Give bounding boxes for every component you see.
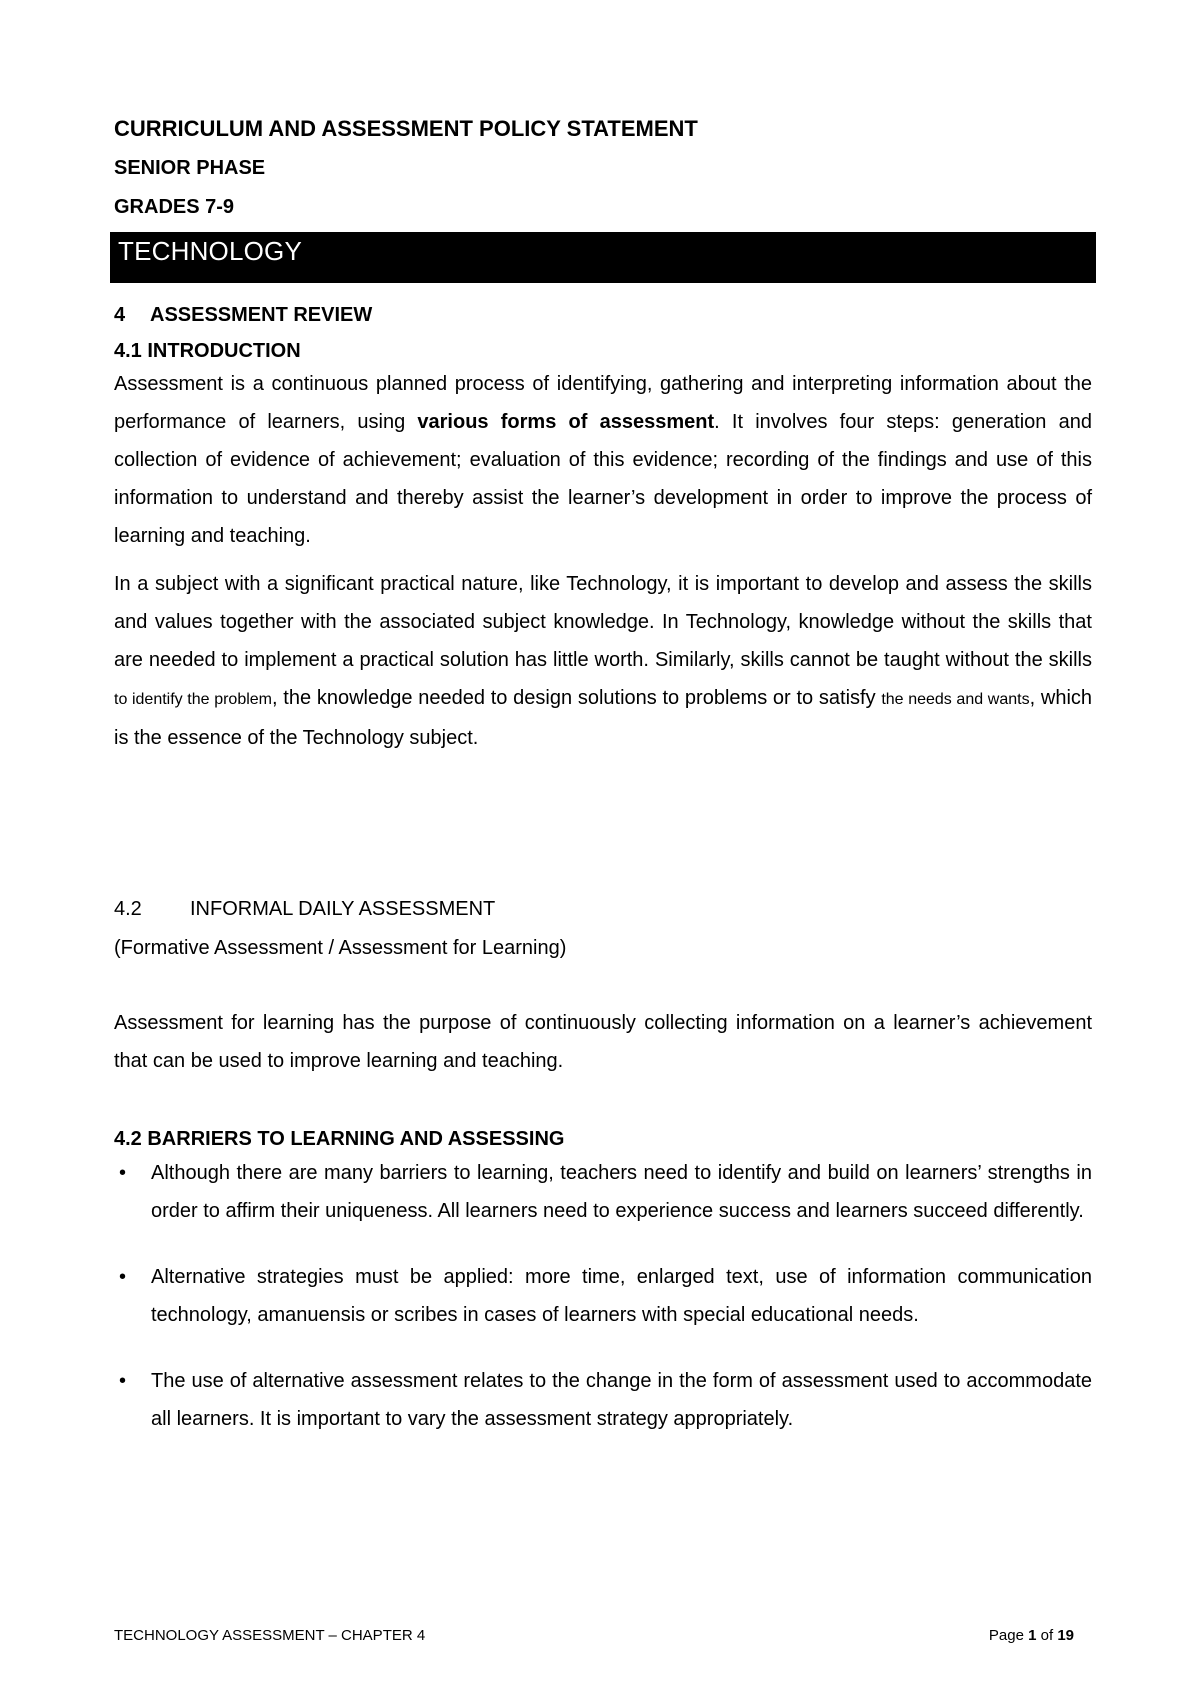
list-item-text: Although there are many barriers to learning, teachers need to identify and build on learners’ strengths in order to affirm their uniqueness. All learners need to experience success and learners succeed differently. (151, 1162, 1092, 1222)
bullet-icon: • (119, 1370, 127, 1392)
document-title: CURRICULUM AND ASSESSMENT POLICY STATEMENT (114, 116, 698, 141)
intro-para-1-text-b: . It involves four steps: generation and collection of evidence of achievement; evaluation of this evidence; recording of the findings and use of this information to understand and thereby assist the learner’s development in order to improve the process of learning and teaching. (114, 411, 1093, 547)
section-4-2-number: 4.2 (114, 898, 142, 920)
list-item (114, 1362, 1092, 1438)
list-item-text: The use of alternative assessment relates to the change in the form of assessment used to accommodate all learners. It is important to vary the assessment strategy appropriately. (151, 1370, 1092, 1430)
page-number (989, 1627, 1074, 1644)
informal-assessment-paragraph: Assessment for learning has the purpose of continuously collecting information on a learner’s achievement that can be used to improve learning and teaching. (114, 1012, 1092, 1072)
document-phase: SENIOR PHASE (114, 157, 266, 179)
intro-para-1-bold: various forms of assessment (417, 411, 715, 433)
intro-para-2-small-b: the needs and wants (881, 691, 1030, 708)
list-item-text: Alternative strategies must be applied: more time, enlarged text, use of information communication technology, amanuensis or scribes in cases of learners with special educational needs. (151, 1266, 1092, 1326)
section-4-2-barriers-heading: 4.2 BARRIERS TO LEARNING AND ASSESSING (114, 1128, 565, 1150)
intro-paragraph-2 (114, 565, 1092, 757)
subject-title: TECHNOLOGY (118, 236, 303, 266)
intro-para-2-small-a: to identify the problem (114, 691, 272, 708)
section-4-2-informal-heading (114, 898, 495, 921)
bullet-icon: • (119, 1162, 127, 1184)
subject-banner (110, 232, 1096, 283)
page-number-total: 19 (1057, 1627, 1074, 1644)
document-grades: GRADES 7-9 (114, 196, 235, 218)
list-item (114, 1154, 1092, 1230)
intro-para-2-text-c: , which is the essence of the Technology subject. (114, 687, 1093, 749)
page-number-current: 1 (1028, 1627, 1037, 1644)
section-4-2-label: INFORMAL DAILY ASSESSMENT (190, 898, 496, 920)
barriers-list (114, 1154, 1092, 1438)
section-4-number: 4 (114, 304, 126, 326)
intro-para-2-text-a: In a subject with a significant practical nature, like Technology, it is important to develop and assess the skills and values together with the associated subject knowledge. In Technology, knowledge without the skills that are needed to implement a practical solution has little worth. Similarly, skills cannot be taught without the skills (114, 573, 1092, 671)
intro-paragraph-1 (114, 365, 1092, 555)
list-item (114, 1258, 1092, 1334)
page-number-prefix: Page (988, 1627, 1029, 1644)
footer-chapter: TECHNOLOGY ASSESSMENT – CHAPTER 4 (114, 1627, 426, 1644)
section-4-2-subtitle: (Formative Assessment / Assessment for Learning) (114, 937, 567, 959)
page-number-of: of (1036, 1627, 1058, 1644)
bullet-icon: • (119, 1266, 127, 1288)
intro-para-1-text-a: Assessment is a continuous planned process of identifying, gathering and interpreting information about the performance of learners, using (114, 373, 1092, 433)
section-4-1-heading: 4.1 INTRODUCTION (114, 340, 301, 362)
section-4-label: ASSESSMENT REVIEW (150, 304, 373, 326)
intro-para-2-text-b: , the knowledge needed to design solutions to problems or to satisfy (272, 687, 882, 709)
section-4-heading (114, 304, 372, 327)
